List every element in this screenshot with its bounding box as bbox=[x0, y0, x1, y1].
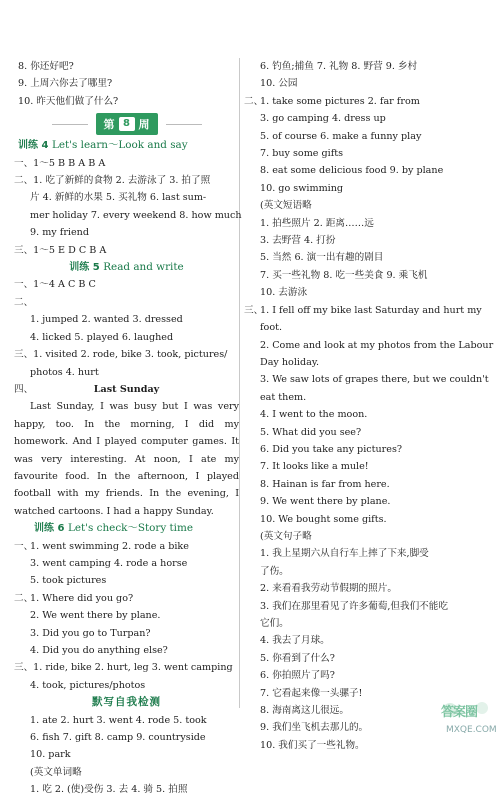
answer-line: 9. 我们坐飞机去那儿的。 bbox=[260, 722, 369, 734]
answer-line: 6. Did you take any pictures? bbox=[260, 443, 403, 455]
answer-line: 4. took, pictures/photos bbox=[30, 679, 146, 691]
answer-line: 9. We went there by plane. bbox=[260, 496, 391, 508]
answer-line: 1. 我上星期六从自行车上摔了下来,脚受 bbox=[260, 548, 429, 560]
answer-line: mer holiday 7. every weekend 8. how much bbox=[30, 209, 242, 221]
answer-line: 2. We went there by plane. bbox=[30, 610, 161, 622]
answer-line: 2. 来看看我劳动节假期的照片。 bbox=[260, 583, 397, 595]
answer-line: 1. I fell off my bike last Saturday and hurt my bbox=[260, 304, 482, 316]
answer-line: 5. What did you see? bbox=[260, 426, 362, 438]
answer-line: 10. 公园 bbox=[260, 78, 298, 90]
answer-line: 3. 我们在那里看见了许多葡萄,但我们不能吃 bbox=[260, 600, 448, 612]
answer-row-2 bbox=[14, 590, 239, 607]
answer-line: 10. We bought some gifts. bbox=[260, 513, 387, 525]
banner-rule bbox=[166, 124, 202, 125]
week-number: 8 bbox=[119, 117, 135, 131]
answer-line: 1. 吃 2. (使)受伤 3. 去 4. 骑 5. 拍照 bbox=[30, 784, 188, 796]
answer-line: 8. 你还好吧? bbox=[18, 61, 74, 72]
answer-line: 片 4. 新鲜的水果 5. 买礼物 6. last sum- bbox=[30, 192, 207, 204]
answer-line: 10. 昨天他们做了什么? bbox=[18, 95, 119, 107]
answer-line: 8. Hainan is far from here. bbox=[260, 478, 390, 490]
answer-line: 4. licked 5. played 6. laughed bbox=[30, 331, 174, 343]
answer-note: (英文短语略 bbox=[260, 200, 312, 212]
week-pre: 第 bbox=[103, 117, 115, 131]
answer-line: 6. fish 7. gift 8. camp 9. countryside bbox=[30, 732, 206, 744]
answer-line: 8. eat some delicious food 9. by plane bbox=[260, 165, 444, 177]
heading-en: Read and write bbox=[103, 261, 184, 274]
answer-row-3 bbox=[244, 302, 490, 319]
answer-line: 三、1. visited 2. rode, bike 3. took, pictures/ bbox=[14, 349, 228, 361]
week-banner bbox=[14, 112, 239, 136]
answer-label: 二、 bbox=[244, 95, 264, 107]
answer-line: 5. of course 6. make a funny play bbox=[260, 130, 422, 142]
answer-line: 2. Come and look at my photos from the Labour bbox=[260, 339, 494, 351]
answer-line: 7. It looks like a mule! bbox=[260, 461, 369, 473]
essay-title: Last Sunday bbox=[93, 383, 160, 395]
answer-line: 3. 去野营 4. 打扮 bbox=[260, 235, 336, 247]
answer-line: 5. took pictures bbox=[30, 575, 107, 587]
essay-body: Last Sunday, I was busy but I was very happy, too. In the morning, I did my homework. And I played computer games. It was very interesting. At noon, I ate my favourite food. In the afternoon, I played football with my friends. In the evening, I watched cartoons. I had a happy Sunday. bbox=[14, 401, 239, 517]
answer-line: 7. buy some gifts bbox=[260, 148, 344, 160]
answer-line: 1. went swimming 2. rode a bike bbox=[30, 540, 189, 552]
answer-line: 1. jumped 2. wanted 3. dressed bbox=[30, 314, 183, 326]
answer-line: 7. 买一些礼物 8. 吃一些美食 9. 乘飞机 bbox=[260, 269, 428, 281]
heading-en: Let's learn～Look and say bbox=[51, 139, 188, 152]
heading-en: Let's check～Story time bbox=[67, 522, 194, 535]
answer-note: (英文单词略 bbox=[30, 766, 82, 778]
answer-line: 1. take some pictures 2. far from bbox=[260, 95, 420, 107]
answer-label: 三、 bbox=[244, 304, 264, 316]
answer-line: 10. go swimming bbox=[260, 182, 344, 194]
section-heading-training-6 bbox=[14, 520, 239, 537]
answer-line: 6. 钓鱼;捕鱼 7. 礼物 8. 野营 9. 乡村 bbox=[260, 61, 418, 72]
answer-line: 10. 我们买了一些礼物。 bbox=[260, 739, 365, 751]
answer-line: 7. 它看起来像一头骡子! bbox=[260, 687, 363, 699]
answer-line: 1. Where did you go? bbox=[30, 592, 134, 604]
answer-line: 9. my friend bbox=[30, 227, 89, 239]
answer-line: 1. ate 2. hurt 3. went 4. rode 5. took bbox=[30, 714, 207, 726]
answer-line: 3. went camping 4. rode a horse bbox=[30, 557, 188, 569]
answer-line: eat them. bbox=[260, 391, 307, 403]
heading-zh: 训练 5 bbox=[69, 262, 100, 274]
right-column bbox=[244, 58, 494, 754]
answer-line: 10. park bbox=[30, 749, 71, 761]
answer-line: 二、1. 吃了新鲜的食物 2. 去游泳了 3. 拍了照 bbox=[14, 175, 211, 187]
answer-line: 三、1. ride, bike 2. hurt, leg 3. went camping bbox=[14, 662, 233, 674]
answer-label: 一、 bbox=[14, 540, 34, 552]
watermark-url: MXQE.COM bbox=[446, 725, 497, 735]
answer-line: 5. 当然 6. 演一出有趣的剧目 bbox=[260, 252, 384, 264]
answer-label: 二、 bbox=[14, 296, 34, 308]
column-divider bbox=[239, 58, 240, 708]
answer-line: 了伤。 bbox=[260, 565, 289, 577]
answer-line: 5. 你看到了什么? bbox=[260, 652, 335, 664]
answer-row-4 bbox=[14, 381, 239, 398]
section-heading-training-5 bbox=[14, 259, 239, 276]
week-label bbox=[96, 113, 158, 135]
left-column bbox=[14, 58, 242, 799]
banner-rule bbox=[52, 124, 88, 125]
answer-line: 一、1～5 B B A B A bbox=[14, 157, 106, 169]
answer-line: 3. We saw lots of grapes there, but we couldn't bbox=[260, 374, 489, 386]
answer-line: foot. bbox=[260, 322, 283, 334]
answer-row-2 bbox=[244, 93, 490, 110]
answer-line: 它们。 bbox=[260, 618, 289, 629]
answer-note: (英文句子略 bbox=[260, 530, 312, 542]
section-heading-training-4 bbox=[14, 137, 239, 154]
week-post: 周 bbox=[138, 117, 150, 131]
answer-line: 9. 上周六你去了哪里? bbox=[18, 78, 113, 90]
answer-line: photos 4. hurt bbox=[30, 366, 99, 378]
answer-line: Day holiday. bbox=[260, 356, 320, 368]
answer-row-1 bbox=[14, 538, 239, 555]
answer-line: 8. 海南离这儿很远。 bbox=[260, 705, 349, 717]
answer-line: 3. Did you go to Turpan? bbox=[30, 627, 151, 639]
answer-line: 4. 我去了月球。 bbox=[260, 635, 330, 647]
answer-label: 二、 bbox=[14, 592, 34, 604]
answer-line: 三、1～5 E D C B A bbox=[14, 244, 107, 256]
watermark-text: 答案圈 bbox=[441, 705, 478, 720]
answer-line: 4. Did you do anything else? bbox=[30, 645, 168, 656]
answer-line: 4. I went to the moon. bbox=[260, 409, 368, 421]
answer-label: 四、 bbox=[14, 383, 34, 395]
answer-line: 6. 你拍照片了吗? bbox=[260, 670, 335, 682]
heading-zh: 训练 6 bbox=[34, 523, 65, 535]
answer-line: 3. go camping 4. dress up bbox=[260, 113, 386, 125]
answer-line: 1. 拍些照片 2. 距离……远 bbox=[260, 217, 374, 229]
answer-line: 10. 去游泳 bbox=[260, 287, 308, 299]
answer-line: 一、1～4 A C B C bbox=[14, 279, 96, 291]
dictation-self-check-title: 默写自我检测 bbox=[92, 696, 161, 709]
heading-zh: 训练 4 bbox=[18, 140, 49, 152]
